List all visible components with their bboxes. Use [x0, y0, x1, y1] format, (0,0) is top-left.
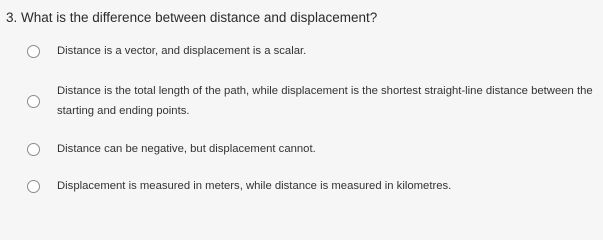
- radio-button-4[interactable]: [27, 180, 40, 193]
- answer-option-4-label: Displacement is measured in meters, while distance is measured in kilometres.: [57, 180, 452, 192]
- question-title: 3. What is the difference between distance and displacement?: [6, 10, 378, 25]
- answer-option-1-label: Distance is a vector, and displacement is a scalar.: [57, 45, 307, 57]
- radio-button-3[interactable]: [27, 143, 40, 156]
- answer-option-3-label: Distance can be negative, but displacement cannot.: [57, 143, 316, 155]
- radio-button-1[interactable]: [27, 45, 40, 58]
- radio-button-2[interactable]: [27, 95, 40, 108]
- answer-option-2-label: Distance is the total length of the path, while displacement is the shortest straight-line distance between the starting and ending points.: [57, 85, 593, 117]
